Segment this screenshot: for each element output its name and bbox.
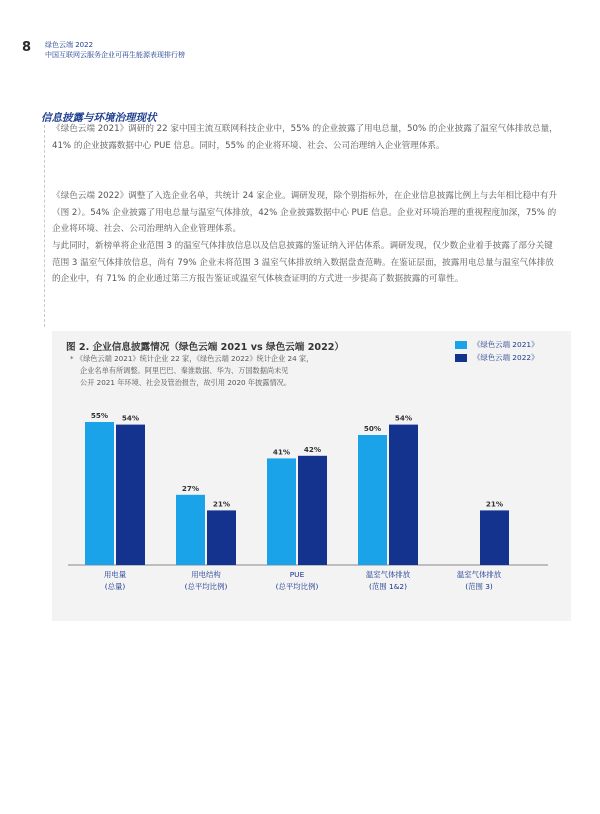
- category-label-1-line-0: 用电结构: [191, 570, 221, 579]
- data-label-2022-cat-0: 54%: [121, 413, 140, 423]
- category-label-4-line-0: 温室气体排放: [456, 570, 502, 579]
- bar-2021-cat-2: [267, 458, 296, 565]
- category-label-4-line-1: (范围 3): [465, 582, 493, 591]
- bar-2021-cat-0: [85, 422, 114, 565]
- data-label-2021-cat-1: 27%: [181, 483, 200, 493]
- data-label-2022-cat-2: 42%: [303, 444, 322, 454]
- category-label-3-line-0: 温室气体排放: [365, 570, 411, 579]
- data-label-2022-cat-1: 21%: [212, 499, 231, 509]
- paragraph-2: 《绿色云端 2022》调整了入选企业名单，共统计 24 家企业。调研发现，除个别指标外，在企业信息披露比例上与去年相比稳中有升（图 2）。54% 企业披露了用电总量与温室气体排放，42% 企业披露数据中心 PUE 信息。企业对环境治理的重视程度加深，75% 的企业将环境、社会、公司治理纳入企业管理体系。: [52, 191, 558, 234]
- chart-footnote-line-2: 企业名单有所调整。阿里巴巴、秦淮数据、华为、万国数据尚未见: [80, 366, 289, 375]
- data-label-2022-cat-3: 54%: [394, 413, 413, 423]
- report-subtitle: 中国互联网云服务企业可再生能源表现排行榜: [45, 51, 185, 59]
- category-label-0-line-1: (总量): [104, 582, 126, 591]
- category-label-1-line-1: (总平均比例): [184, 582, 228, 591]
- category-label-2-line-0: PUE: [289, 570, 305, 579]
- bar-2022-cat-4: [480, 510, 509, 565]
- chart-footnote-line-1: * 《绿色云端 2021》统计企业 22 家，《绿色云端 2022》统计企业 24 家，: [70, 354, 314, 363]
- report-title: 绿色云端 2022: [45, 41, 94, 49]
- category-label-0-line-0: 用电量: [103, 570, 127, 579]
- chart-footnote-line-3: 公开 2021 年环境、社会及管治报告，故引用 2020 年披露情况。: [80, 378, 292, 387]
- chart-title: 图 2. 企业信息披露情况（绿色云端 2021 vs 绿色云端 2022）: [66, 342, 345, 353]
- data-label-2021-cat-3: 50%: [363, 424, 382, 433]
- data-label-2021-cat-2: 41%: [272, 447, 291, 457]
- data-label-2021-cat-0: 55%: [90, 411, 109, 420]
- bar-2022-cat-1: [207, 510, 236, 565]
- page-number: 8: [22, 40, 32, 55]
- data-label-2022-cat-4: 21%: [485, 499, 504, 509]
- bar-2022-cat-0: [116, 425, 145, 565]
- legend-label-2021: 《绿色云端 2021》: [473, 340, 539, 349]
- bar-2021-cat-3: [358, 435, 387, 565]
- bar-2022-cat-3: [389, 425, 418, 565]
- paragraph-1: 《绿色云端 2021》调研的 22 家中国主流互联网科技企业中，55% 的企业披露了用电总量，50% 的企业披露了温室气体排放总量，41% 的企业披露数据中心 PUE 信息。同时，55% 的企业将环境、社会、公司治理纳入企业管理体系。: [52, 124, 558, 151]
- category-label-2-line-1: (总平均比例): [275, 582, 319, 591]
- legend-label-2022: 《绿色云端 2022》: [473, 353, 539, 362]
- category-label-3-line-1: (范围 1&2): [368, 582, 408, 591]
- paragraph-3: 与此同时，新榜单将企业范围 3 的温室气体排放信息以及信息披露的鉴证纳入评估体系。调研发现，仅少数企业着手披露了部分关键范围 3 温室气体排放信息，尚有 79% 企业未将范围 3 温室气体排放纳入数据盘查范畴。在鉴证层面，披露用电总量与温室气体排放的企业中，有 71% 的企业通过第三方报告鉴证或温室气体核查证明的方式进一步提高了数据披露的可靠性。: [52, 241, 554, 284]
- bar-2022-cat-2: [298, 456, 327, 565]
- bar-2021-cat-1: [176, 495, 205, 565]
- section-heading: 信息披露与环境治理现状: [41, 112, 157, 124]
